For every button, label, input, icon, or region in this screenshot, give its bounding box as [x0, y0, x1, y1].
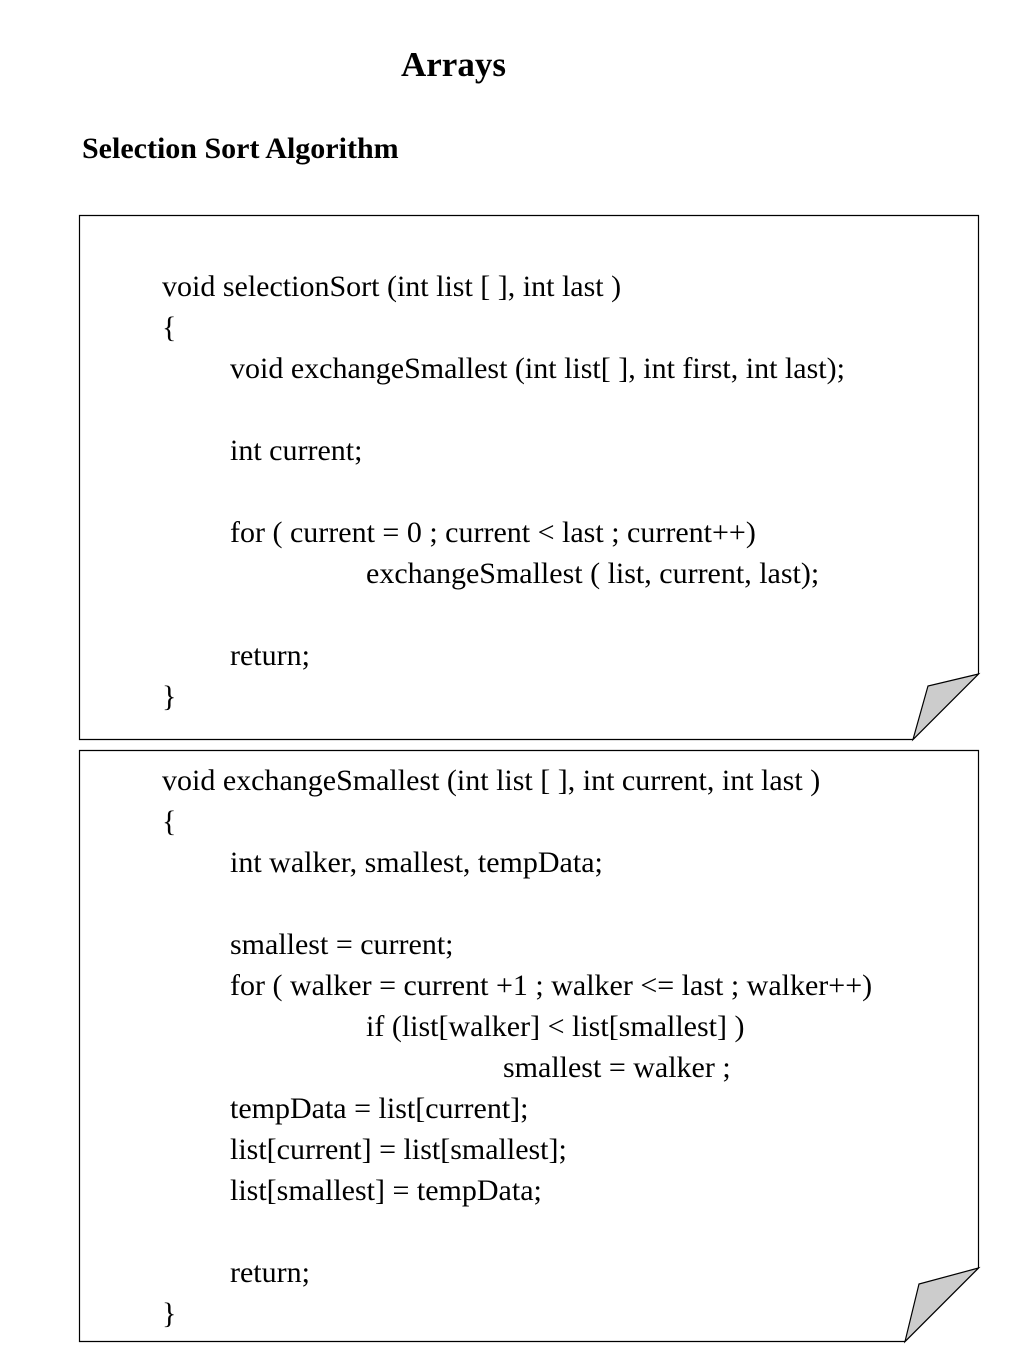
code-line: if (list[walker] < list[smallest] )	[366, 1010, 745, 1043]
selection-sort-code-box	[79, 215, 979, 740]
code-line: for ( current = 0 ; current < last ; current++)	[230, 516, 756, 549]
code-line: void selectionSort (int list [ ], int last )	[162, 270, 622, 303]
code-line: {	[162, 805, 177, 838]
code-line: tempData = list[current];	[230, 1092, 529, 1125]
code-line: return;	[230, 639, 310, 672]
code-line: {	[162, 311, 177, 344]
code-line: list[current] = list[smallest];	[230, 1133, 567, 1166]
section-title: Selection Sort Algorithm	[82, 132, 399, 165]
code-line: void exchangeSmallest (int list [ ], int current, int last )	[162, 764, 821, 797]
code-line: }	[162, 1297, 177, 1330]
page-title: Arrays	[401, 45, 506, 84]
code-line: int current;	[230, 434, 363, 467]
exchange-smallest-code-box	[79, 750, 979, 1342]
code-line: void exchangeSmallest (int list[ ], int first, int last);	[230, 352, 845, 385]
code-line: }	[162, 680, 177, 713]
code-line: int walker, smallest, tempData;	[230, 846, 603, 879]
code-line: smallest = walker ;	[503, 1051, 731, 1084]
code-line: return;	[230, 1256, 310, 1289]
code-line: list[smallest] = tempData;	[230, 1174, 542, 1207]
code-line: smallest = current;	[230, 928, 454, 961]
code-line: for ( walker = current +1 ; walker <= last ; walker++)	[230, 969, 873, 1002]
code-line: exchangeSmallest ( list, current, last);	[366, 557, 820, 590]
